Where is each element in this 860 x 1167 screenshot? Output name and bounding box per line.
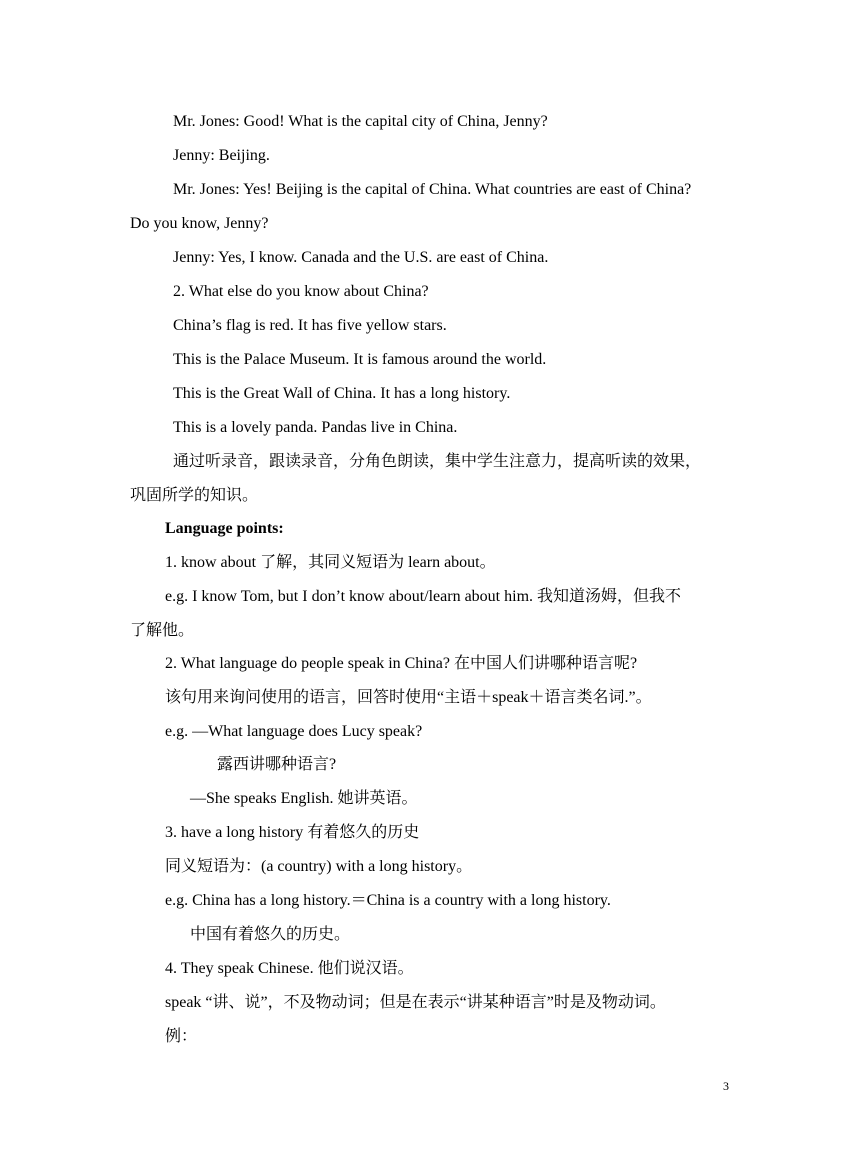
china-fact-4: This is a lovely panda. Pandas live in China. xyxy=(173,419,458,436)
dialogue-line-3: Mr. Jones: Yes! Beijing is the capital of China. What countries are east of China? xyxy=(173,181,692,198)
language-point-3: 3. have a long history 有着悠久的历史 xyxy=(165,824,420,841)
china-fact-1: China’s flag is red. It has five yellow stars. xyxy=(173,317,447,334)
language-point-3-translation: 中国有着悠久的历史。 xyxy=(190,926,351,943)
language-point-2-explanation: 该句用来询问使用的语言，回答时使用“主语＋speak＋语言类名词.”。 xyxy=(165,689,652,706)
language-point-3-synonym: 同义短语为：(a country) with a long history。 xyxy=(165,858,473,875)
china-fact-2: This is the Palace Museum. It is famous around the world. xyxy=(173,351,547,368)
section-heading-2: 2. What else do you know about China? xyxy=(173,283,429,300)
language-point-1-example-continued: 了解他。 xyxy=(130,622,195,639)
dialogue-line-2: Jenny: Beijing. xyxy=(173,147,270,164)
language-point-2-example-answer: —She speaks English. 她讲英语。 xyxy=(190,790,418,807)
dialogue-line-4: Jenny: Yes, I know. Canada and the U.S. are east of China. xyxy=(173,249,549,266)
china-fact-3: This is the Great Wall of China. It has a long history. xyxy=(173,385,511,402)
page-number: 3 xyxy=(723,1079,729,1093)
example-label: 例： xyxy=(165,1028,198,1045)
language-point-4-explanation: speak “讲、说”，不及物动词；但是在表示“讲某种语言”时是及物动词。 xyxy=(165,994,666,1011)
language-point-2-example-translation: 露西讲哪种语言? xyxy=(217,756,337,773)
language-point-2-example-question: e.g. —What language does Lucy speak? xyxy=(165,723,423,740)
teaching-note-line-1: 通过听录音，跟读录音，分角色朗读，集中学生注意力，提高听读的效果， xyxy=(173,453,702,470)
language-point-4: 4. They speak Chinese. 他们说汉语。 xyxy=(165,960,414,977)
dialogue-line-3-continued: Do you know, Jenny? xyxy=(130,215,269,232)
language-point-3-example: e.g. China has a long history.＝China is a country with a long history. xyxy=(165,892,611,909)
teaching-note-line-2: 巩固所学的知识。 xyxy=(130,487,259,504)
dialogue-line-1: Mr. Jones: Good! What is the capital city of China, Jenny? xyxy=(173,113,548,130)
language-points-heading: Language points: xyxy=(165,520,284,537)
language-point-1: 1. know about 了解，其同义短语为 learn about。 xyxy=(165,554,496,571)
language-point-1-example: e.g. I know Tom, but I don’t know about/learn about him. 我知道汤姆，但我不 xyxy=(165,588,682,605)
language-point-2: 2. What language do people speak in China? 在中国人们讲哪种语言呢? xyxy=(165,655,638,672)
